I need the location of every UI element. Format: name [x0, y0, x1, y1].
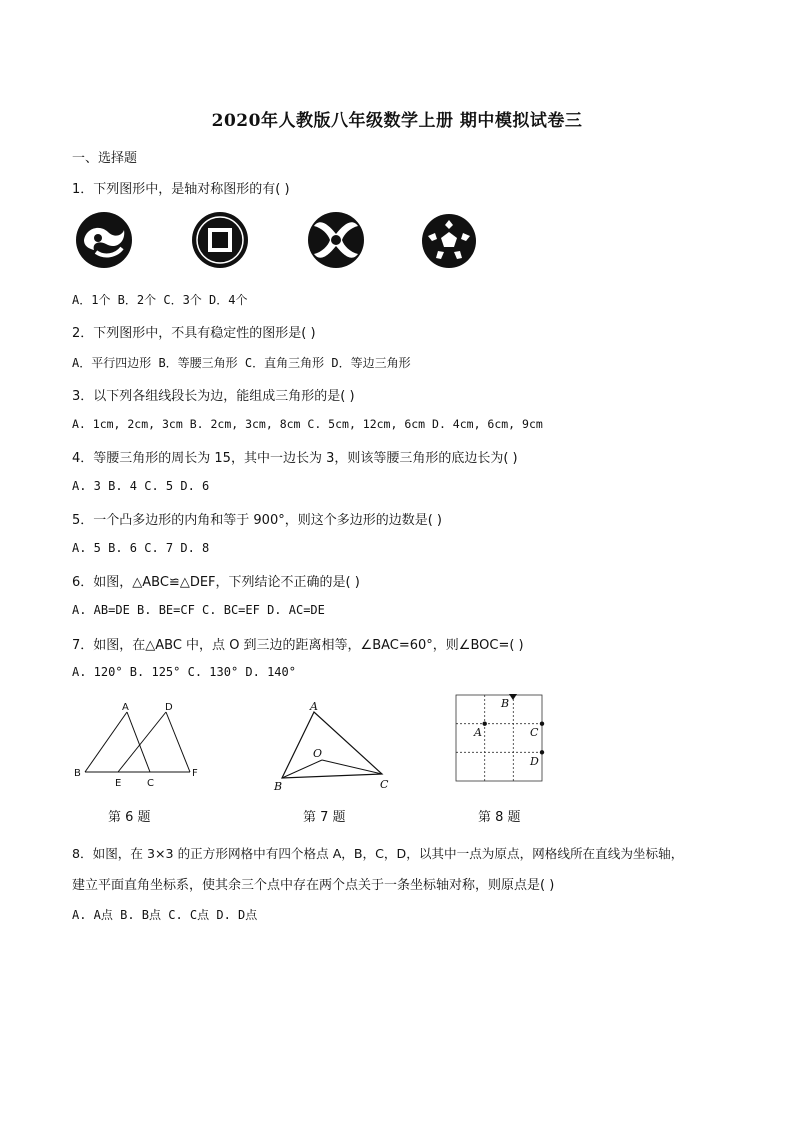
fig6-label-a: A [122, 702, 129, 713]
question-1-options: A．1个 B．2个 C．3个 D．4个 [72, 293, 248, 307]
coin-square-hole-icon [190, 210, 250, 270]
fig6-label-f: F [192, 768, 198, 779]
figure-7-diagram [270, 700, 400, 795]
question-7-stem: 7．如图，在△ABC 中，点 O 到三边的距离相等，∠BAC=60°，则∠BOC=( ) [72, 638, 524, 653]
question-7-options: A. 120° B. 125° C. 130° D. 140° [72, 665, 296, 679]
fig8-point-c [540, 722, 544, 726]
question-3-stem: 3．以下列各组线段长为边，能组成三角形的是( ) [72, 389, 355, 404]
question-8-stem-line-2: 建立平面直角坐标系，使其余三个点中存在两个点关于一条坐标轴对称，则原点是( ) [72, 878, 555, 893]
fig6-label-d: D [165, 702, 173, 713]
fig6-label-e: E [115, 778, 122, 789]
fig6-side-ab [85, 712, 127, 772]
fig7-label-b: B [274, 780, 283, 793]
question-1-stem: 1．下列图形中，是轴对称图形的有( ) [72, 182, 290, 197]
fig7-label-o: O [313, 747, 323, 760]
fig6-label-b: B [74, 768, 81, 779]
figure-6-caption: 第 6 题 [108, 810, 151, 825]
fig8-point-a [483, 722, 487, 726]
fig7-label-c: C [380, 778, 389, 791]
question-3-options: A. 1cm, 2cm, 3cm B. 2cm, 3cm, 8cm C. 5cm, 12cm, 6cm D. 4cm, 6cm, 9cm [72, 417, 543, 431]
section-heading: 一、选择题 [72, 151, 138, 166]
fig6-side-df [166, 712, 190, 772]
question-2-options: A．平行四边形 B．等腰三角形 C．直角三角形 D．等边三角形 [72, 356, 411, 370]
fig8-label-a: A [474, 726, 482, 739]
figure-7-caption: 第 7 题 [303, 810, 346, 825]
question-4-options: A. 3 B. 4 C. 5 D. 6 [72, 479, 210, 493]
question-8-options: A. A点 B. B点 C. C点 D. D点 [72, 908, 258, 922]
fig7-triangle [282, 712, 382, 778]
fig6-label-c: C [147, 778, 154, 789]
fig6-side-ac [127, 712, 150, 772]
question-8-stem-line-1: 8．如图，在 3×3 的正方形网格中有四个格点 A，B，C，D，以其中一点为原点，网格线所在直线为坐标轴， [72, 846, 684, 861]
fig7-label-a: A [310, 700, 318, 713]
fig8-label-c: C [530, 726, 539, 739]
question-2-stem: 2．下列图形中，不具有稳定性的图形是( ) [72, 326, 316, 341]
question-6-options: A. AB=DE B. BE=CF C. BC=EF D. AC=DE [72, 603, 325, 617]
question-5-stem: 5．一个凸多边形的内角和等于 900°，则这个多边形的边数是( ) [72, 513, 442, 528]
swirl-emblem-icon [74, 210, 134, 270]
question-4-stem: 4．等腰三角形的周长为 15，其中一边长为 3，则该等腰三角形的底边长为( ) [72, 451, 518, 466]
four-petal-emblem-icon [306, 210, 366, 270]
fig8-label-d: D [530, 755, 539, 768]
fig8-label-b: B [501, 697, 510, 710]
fig8-point-b [509, 694, 517, 700]
question-6-stem: 6．如图，△ABC≌△DEF，下列结论不正确的是( ) [72, 575, 360, 590]
page-title: 2020年人教版八年级数学上册 期中模拟试卷三 [211, 111, 583, 131]
question-5-options: A. 5 B. 6 C. 7 D. 8 [72, 541, 210, 555]
fig6-side-ed [118, 712, 166, 772]
fig7-segment-bo [282, 760, 322, 778]
figure-8-grid [450, 690, 550, 790]
pentagon-flower-icon [420, 212, 478, 270]
figure-6-diagram [70, 700, 210, 790]
fig8-point-d [540, 750, 544, 754]
figure-8-caption: 第 8 题 [478, 810, 521, 825]
fig7-segment-oc [322, 760, 382, 774]
